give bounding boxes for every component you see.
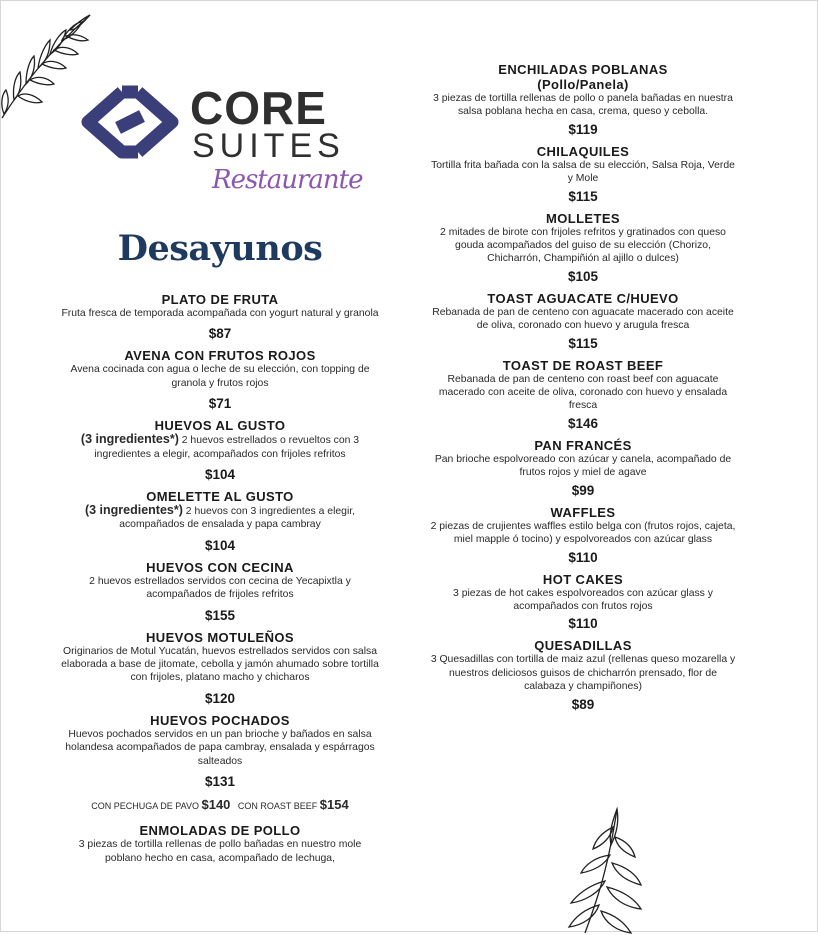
item-price: $119	[568, 121, 598, 137]
menu-item	[428, 62, 738, 138]
item-price: $146	[567, 415, 599, 431]
item-price: $110	[568, 616, 598, 632]
item-name: AVENA CON FRUTOS ROJOS	[124, 348, 316, 364]
item-name: OMELETTE AL GUSTO	[146, 489, 294, 505]
item-description: Avena cocinada con agua o leche de su elección, con topping de granola y frutos rojos	[70, 364, 370, 389]
menu-item	[60, 713, 380, 790]
item-description: Tortilla frita bañada con la salsa de su elección, Salsa Roja, Verde y Mole	[431, 159, 735, 185]
item-description: Huevos pochados servidos en un pan brioche y bañados en salsa holandesa acompañados de papa cambray, ensalada y espárragos salteados	[65, 728, 375, 767]
item-price: $110	[568, 549, 598, 565]
menu-item	[428, 211, 738, 285]
item-price: $89	[571, 696, 595, 712]
brand-subtitle: Restaurante	[212, 165, 363, 195]
item-description: 2 piezas de crujientes waffles estilo belga con (frutos rojos, cajeta, miel mapple ó tocino) y espolvoreados con azúcar glass	[430, 520, 736, 546]
menu-item	[60, 823, 380, 865]
menu-item	[428, 438, 738, 499]
item-description: 3 piezas de hot cakes espolvoreados con azúcar glass y acompañados con frutos rojos	[453, 587, 713, 612]
item-description	[60, 504, 380, 532]
item-name: PAN FRANCÉS	[534, 437, 632, 453]
item-name: ENCHILADAS POBLANAS	[498, 62, 668, 77]
menu-item	[60, 489, 380, 554]
item-description: Rebanada de pan de centeno con roast beef con aguacate macerado con aceite de oliva, coronado con huevo y ensalada fresca	[438, 373, 728, 412]
menu-item	[60, 560, 380, 624]
menu-item	[428, 572, 738, 633]
item-description: Fruta fresca de temporada acompañada con yogurt natural y granola	[61, 308, 379, 319]
item-name: HUEVOS MOTULEÑOS	[146, 629, 294, 645]
item-price: $71	[208, 396, 232, 412]
item-description	[60, 433, 380, 461]
item-price: $104	[204, 467, 236, 483]
menu-item	[60, 418, 380, 483]
item-description-text: 2 huevos con 3 ingredientes a elegir, acompañados de ensalada y papa cambray	[119, 506, 356, 531]
item-price: $87	[208, 326, 232, 342]
menu-column-right	[428, 62, 738, 719]
item-description: Pan brioche espolvoreado con azúcar y canela, acompañado de frutos rojos y miel de agave	[434, 453, 732, 479]
item-description-text: 2 huevos estrellados o revueltos con 3 ingredientes a elegir, acompañados con frijoles refritos	[94, 435, 360, 460]
item-name: MOLLETES	[546, 210, 620, 226]
item-name: HUEVOS CON CECINA	[146, 559, 294, 575]
item-price: $120	[204, 690, 236, 706]
item-description: 3 Quesadillas con tortilla de maiz azul (rellenas queso mozarella y nuestros deliciosos guisos de chicharrón prensado, flor de calabaza y champiñones)	[430, 654, 736, 693]
item-name-sub: (Pollo/Panela)	[537, 77, 629, 92]
item-price: $115	[568, 188, 598, 204]
extra-option-label: CON ROAST BEEF	[237, 801, 318, 812]
menu-item	[60, 292, 380, 342]
item-name: HUEVOS AL GUSTO	[154, 418, 286, 434]
menu-item	[428, 291, 738, 352]
item-description: 2 huevos estrellados servidos con cecina de Yecapixtla y acompañados de frijoles refritos	[89, 575, 351, 601]
item-price: $99	[571, 482, 595, 498]
item-description: 3 piezas de tortilla rellenas de pollo o panela bañadas en nuestra salsa poblana hecha en casa, crema, queso y cebolla.	[433, 93, 733, 118]
item-name: WAFFLES	[550, 504, 616, 520]
menu-item	[428, 358, 738, 432]
item-name: HUEVOS POCHADOS	[150, 712, 290, 728]
extra-option-price: $140	[201, 797, 231, 813]
item-note: (3 ingredientes*)	[80, 432, 179, 447]
item-description: 2 mitades de birote con frijoles refritos y gratinados con queso gouda acompañados del guiso de su elección (Chorizo, Chicharrón, Champiñión al ajillo o dulces)	[440, 226, 726, 265]
item-name: ENMOLADAS DE POLLO	[139, 823, 301, 839]
menu-item	[60, 630, 380, 707]
brand-name-top: CORE	[190, 82, 327, 134]
menu-item	[60, 348, 380, 412]
extra-option-price: $154	[319, 797, 349, 813]
item-description: Originarios de Motul Yucatán, huevos estrellados servidos con salsa elaborada a base de jitomate, cebolla y jamón ahumado sobre tortilla con frijoles, platano macho y chicharos	[61, 645, 379, 684]
item-name: QUESADILLAS	[534, 638, 632, 654]
item-name: TOAST AGUACATE C/HUEVO	[487, 290, 679, 306]
item-name: TOAST DE ROAST BEEF	[502, 357, 664, 373]
item-description: 3 piezas de tortilla rellenas de pollo bañadas en nuestro mole poblano hecho en casa, acompañado de lechuga,	[78, 839, 362, 864]
item-price: $115	[568, 335, 598, 351]
brand-logo	[78, 82, 363, 202]
item-name: CHILAQUILES	[536, 143, 630, 159]
item-description: Rebanada de pan de centeno con aguacate macerado con aceite de oliva, coronado con huevo y arugula fresca	[432, 306, 734, 332]
leaf-branch-icon	[555, 805, 665, 935]
menu-item	[428, 505, 738, 566]
item-note: (3 ingredientes*)	[84, 503, 183, 518]
item-price: $131	[204, 774, 236, 790]
section-title: Desayunos	[117, 228, 323, 269]
item-price: $105	[567, 268, 599, 284]
menu-item	[428, 144, 738, 205]
menu-column-left	[60, 292, 380, 871]
extra-option-label: CON PECHUGA DE PAVO	[91, 801, 199, 812]
item-price: $155	[204, 607, 236, 623]
menu-item	[428, 638, 738, 712]
item-name: PLATO DE FRUTA	[161, 292, 279, 307]
item-price: $104	[204, 537, 236, 553]
pochados-extras	[60, 796, 380, 815]
item-name: HOT CAKES	[542, 571, 624, 587]
brand-name-bottom: SUITES	[192, 127, 345, 165]
core-suites-logo-mark-icon	[78, 84, 182, 160]
